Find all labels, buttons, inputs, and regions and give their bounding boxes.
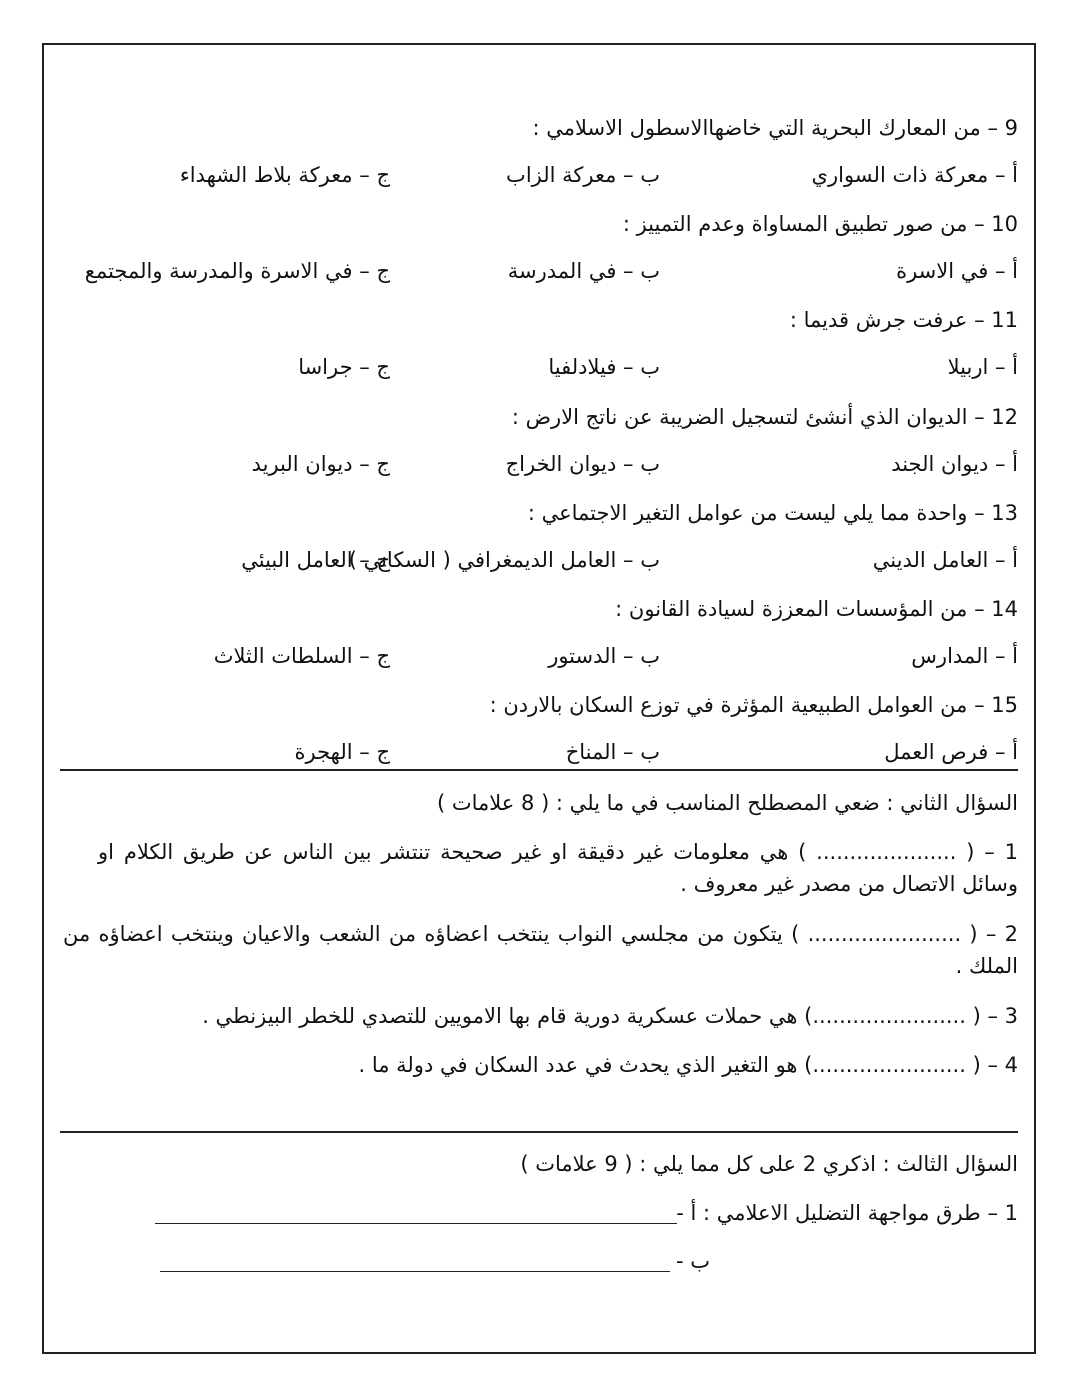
- section-divider-2: [60, 1131, 1018, 1133]
- fill-item-2: 2 – ( ....................... ) يتكون من مجلسي النواب ينتخب اعضاؤه من الشعب والاعيان وينتخب اعضاؤه من الملك .: [63, 922, 1018, 978]
- question-9-option-1[interactable]: أ – معركة ذات السواري: [811, 163, 1018, 187]
- question-14: 14 – من المؤسسات المعززة لسيادة القانون :: [615, 597, 1018, 621]
- question-15-option-2[interactable]: ب – المناخ: [565, 740, 660, 765]
- section3-item1-b-label: ب -: [675, 1249, 710, 1273]
- question-13-option-2[interactable]: ب – العامل الديمغرافي ( السكاني ): [348, 547, 660, 572]
- fill-item-4: 4 – ( .......................) هو التغير الذي يحدث في عدد السكان في دولة ما .: [358, 1053, 1018, 1077]
- question-15-option-1[interactable]: أ – فرص العمل: [884, 740, 1018, 765]
- question-13-option-3[interactable]: ج – العامل البيئي: [241, 547, 390, 572]
- question-12: 12 – الديوان الذي أنشئ لتسجيل الضريبة عن ناتج الارض :: [511, 404, 1018, 429]
- question-9-option-2[interactable]: ب – معركة الزاب: [506, 163, 660, 187]
- question-9-option-3[interactable]: ج – معركة بلاط الشهداء: [179, 163, 390, 187]
- answer-line-b[interactable]: [160, 1271, 670, 1272]
- question-11: 11 – عرفت جرش قديما :: [789, 308, 1018, 333]
- fill-item-3: 3 – ( .......................) هي حملات عسكرية دورية قام بها الامويين للتصدي للخطر البيزنطي .: [202, 1004, 1018, 1028]
- section2-title: السؤال الثاني : ضعي المصطلح المناسب في ما يلي : ( 8 علامات ): [436, 791, 1018, 815]
- answer-line-a[interactable]: [155, 1223, 677, 1224]
- question-12-option-3[interactable]: ج – ديوان البريد: [251, 451, 390, 476]
- question-11-option-2[interactable]: ب – فيلادلفيا: [548, 355, 660, 380]
- question-14-option-1[interactable]: أ – المدارس: [911, 644, 1018, 668]
- question-9: 9 – من المعارك البحرية التي خاضهاالاسطول الاسلامي :: [532, 116, 1018, 140]
- question-11-option-3[interactable]: ج – جراسا: [298, 355, 390, 380]
- question-10: 10 – من صور تطبيق المساواة وعدم التمييز :: [622, 212, 1018, 237]
- question-10-option-3[interactable]: ج – في الاسرة والمدرسة والمجتمع: [84, 259, 390, 284]
- question-12-option-2[interactable]: ب – ديوان الخراج: [505, 451, 660, 476]
- question-10-option-1[interactable]: أ – في الاسرة: [896, 259, 1018, 284]
- question-15: 15 – من العوامل الطبيعية المؤثرة في توزع السكان بالاردن :: [489, 693, 1018, 718]
- question-13: 13 – واحدة مما يلي ليست من عوامل التغير الاجتماعي :: [527, 500, 1018, 525]
- section3-item1-label: 1 – طرق مواجهة التضليل الاعلامي : أ -: [676, 1201, 1018, 1225]
- fill-item-1: 1 – ( ..................... ) هي معلومات غير دقيقة او غير صحيحة تنتشر بين الناس عن طريق الكلام او وسائل الاتصال من مصدر غير معروف .: [98, 840, 1018, 896]
- question-12-option-1[interactable]: أ – ديوان الجند: [891, 451, 1018, 476]
- question-13-option-1[interactable]: أ – العامل الديني: [872, 547, 1018, 572]
- question-10-option-2[interactable]: ب – في المدرسة: [507, 259, 660, 284]
- question-15-option-3[interactable]: ج – الهجرة: [294, 740, 390, 765]
- question-11-option-1[interactable]: أ – اربيلا: [947, 355, 1018, 380]
- section-divider-1: [60, 769, 1018, 771]
- question-14-option-3[interactable]: ج – السلطات الثلاث: [213, 644, 390, 668]
- section3-title: السؤال الثالث : اذكري 2 على كل مما يلي : ( 9 علامات ): [520, 1152, 1018, 1176]
- question-14-option-2[interactable]: ب – الدستور: [548, 644, 660, 668]
